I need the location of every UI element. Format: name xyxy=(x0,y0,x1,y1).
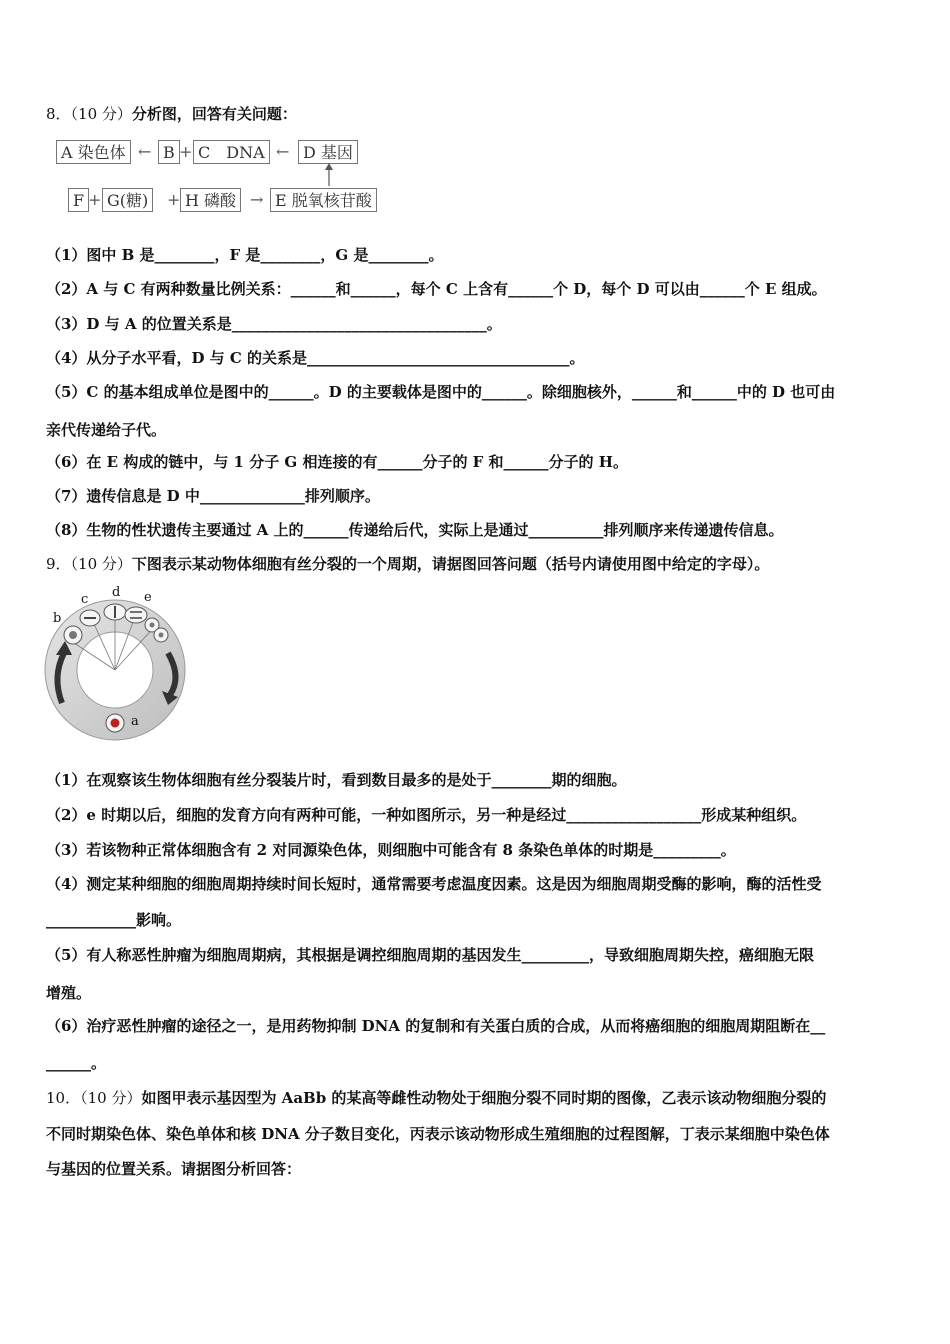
q10-line-2: 不同时期染色体、染色单体和核 DNA 分子数目变化，丙表示该动物形成生殖细胞的过程图解，丁表示某细胞中染色体 xyxy=(46,1125,830,1143)
box-chromosome: A 染色体 xyxy=(56,140,131,164)
q9-item-2: （2）e 时期以后，细胞的发育方向有两种可能，一种如图所示，另一种是经过__________________形成某种组织。 xyxy=(46,806,807,824)
q8-score: （10 分） xyxy=(70,105,132,123)
label-c: c xyxy=(81,592,89,607)
q8-item-6: （6）在 E 构成的链中，与 1 分子 G 相连接的有______分子的 F 和______分子的 H。 xyxy=(46,453,628,471)
cell-cycle-diagram xyxy=(40,585,200,745)
q9-score: （10 分） xyxy=(70,555,132,573)
arrow-left-icon: ← xyxy=(276,142,290,161)
q8-item-3: （3）D 与 A 的位置关系是__________________________________。 xyxy=(46,315,502,333)
box-f: F xyxy=(68,188,89,212)
box-gene: D 基因 xyxy=(298,140,358,164)
q8-number: 8． xyxy=(46,105,71,123)
plus-sign: + xyxy=(167,190,181,209)
q9-item-1: （1）在观察该生物体细胞有丝分裂装片时，看到数目最多的是处于________期的细胞。 xyxy=(46,771,627,789)
q9-item-6-cont: ______。 xyxy=(46,1054,107,1072)
label-a: a xyxy=(131,714,139,729)
plus-sign: + xyxy=(88,190,102,209)
q8-item-4: （4）从分子水平看，D 与 C 的关系是___________________________________。 xyxy=(46,349,585,367)
box-sugar: G(糖) xyxy=(102,188,153,212)
q10-score: （10 分） xyxy=(80,1089,142,1107)
box-b: B xyxy=(158,140,180,164)
q9-item-3: （3）若该物种正常体细胞含有 2 对同源染色体，则细胞中可能含有 8 条染色单体的时期是_________。 xyxy=(46,841,736,859)
q8-item-5-cont: 亲代传递给子代。 xyxy=(46,421,167,439)
q9-header xyxy=(46,554,910,574)
q8-stem: 分析图，回答有关问题： xyxy=(131,105,297,123)
q8-item-2: （2）A 与 C 有两种数量比例关系：______和______，每个 C 上含有______个 D，每个 D 可以由______个 E 组成。 xyxy=(46,280,827,298)
q9-stem: 下图表示某动物体细胞有丝分裂的一个周期，请据图回答问题（括号内请使用图中给定的字母）。 xyxy=(131,555,770,573)
label-e: e xyxy=(144,590,152,605)
arrow-left-icon: ← xyxy=(138,142,152,161)
box-deoxynucleotide: E 脱氧核苷酸 xyxy=(270,188,377,212)
q10-number: 10． xyxy=(46,1089,81,1107)
cell-cycle-ring xyxy=(40,585,200,745)
q9-item-5: （5）有人称恶性肿瘤为细胞周期病，其根据是调控细胞周期的基因发生_________，导致细胞周期失控，癌细胞无限 xyxy=(46,946,814,964)
q8-item-1: （1）图中 B 是________，F 是________，G 是________。 xyxy=(46,246,444,264)
q10-header xyxy=(46,1088,910,1108)
plus-sign: + xyxy=(179,142,193,161)
label-d: d xyxy=(112,585,121,600)
gene-dna-chromosome-diagram xyxy=(48,132,393,218)
q8-item-8: （8）生物的性状遗传主要通过 A 上的______传递给后代，实际上是通过__________排列顺序来传递遗传信息。 xyxy=(46,521,784,539)
q9-item-4-cont: ____________影响。 xyxy=(46,911,182,929)
q8-header xyxy=(46,104,910,124)
label-b: b xyxy=(53,611,62,626)
arrow-right-icon: → xyxy=(250,190,264,209)
q9-item-5-cont: 增殖。 xyxy=(46,984,92,1002)
box-phosphate: H 磷酸 xyxy=(180,188,241,212)
box-dna: C DNA xyxy=(193,140,270,164)
q9-item-6: （6）治疗恶性肿瘤的途径之一，是用药物抑制 DNA 的复制和有关蛋白质的合成，从而将癌细胞的细胞周期阻断在__ xyxy=(46,1017,826,1035)
q8-item-7: （7）遗传信息是 D 中______________排列顺序。 xyxy=(46,487,380,505)
q9-item-4: （4）测定某种细胞的细胞周期持续时间长短时，通常需要考虑温度因素。这是因为细胞周期受酶的影响，酶的活性受 xyxy=(46,875,822,893)
q10-line-1: 如图甲表示基因型为 AaBb 的某高等雌性动物处于细胞分裂不同时期的图像，乙表示该动物细胞分裂的 xyxy=(141,1089,827,1107)
q10-line-3: 与基因的位置关系。请据图分析回答： xyxy=(46,1160,302,1178)
q9-number: 9． xyxy=(46,555,71,573)
q8-item-5: （5）C 的基本组成单位是图中的______。D 的主要载体是图中的______。除细胞核外，______和______中的 D 也可由 xyxy=(46,383,836,401)
